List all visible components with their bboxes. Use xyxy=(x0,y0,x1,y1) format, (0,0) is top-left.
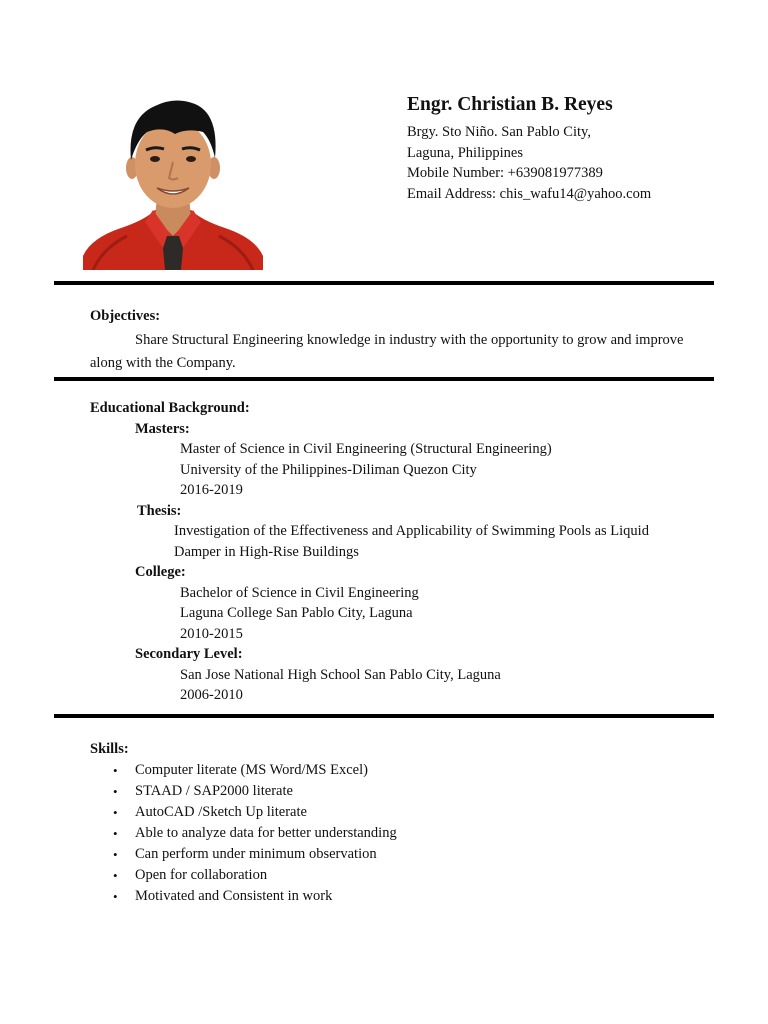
thesis-title-line-2: Damper in High-Rise Buildings xyxy=(174,543,359,560)
skill-item xyxy=(90,760,690,781)
objectives-text: Share Structural Engineering knowledge in industry with the opportunity to grow and improve along with the Company. xyxy=(90,331,684,371)
skills-section xyxy=(90,739,690,907)
skill-text: STAAD / SAP2000 literate xyxy=(135,782,293,799)
bullet-icon: • xyxy=(113,888,118,904)
secondary-school: San Jose National High School San Pablo City, Laguna xyxy=(180,666,501,683)
masters-school: University of the Philippines-Diliman Quezon City xyxy=(180,461,477,478)
profile-photo xyxy=(83,88,263,270)
secondary-label: Secondary Level: xyxy=(135,646,243,662)
bullet-icon: • xyxy=(113,867,118,883)
email-address: Email Address: chis_wafu14@yahoo.com xyxy=(407,185,652,202)
skill-item xyxy=(90,781,690,802)
secondary-years: 2006-2010 xyxy=(180,687,243,703)
skill-text: Able to analyze data for better understanding xyxy=(135,824,397,841)
bullet-icon: • xyxy=(113,762,118,778)
mobile-number: Mobile Number: +639081977389 xyxy=(407,165,603,181)
skill-text: Computer literate (MS Word/MS Excel) xyxy=(135,761,368,778)
skills-list xyxy=(90,760,690,907)
skill-item xyxy=(90,823,690,844)
skill-text: Can perform under minimum observation xyxy=(135,845,377,862)
masters-degree: Master of Science in Civil Engineering (Structural Engineering) xyxy=(180,441,552,457)
bullet-icon: • xyxy=(113,783,118,799)
divider-rule-3 xyxy=(54,714,714,718)
college-label: College: xyxy=(135,564,186,580)
college-school: Laguna College San Pablo City, Laguna xyxy=(180,605,413,621)
masters-label: Masters: xyxy=(135,420,190,437)
profile-photo-illustration xyxy=(83,88,263,270)
divider-rule-1 xyxy=(54,281,714,285)
objectives-section xyxy=(90,306,690,375)
thesis-title-line-1: Investigation of the Effectiveness and Applicability of Swimming Pools as Liquid xyxy=(174,523,649,539)
candidate-name: Engr. Christian B. Reyes xyxy=(407,94,613,115)
address-line-1: Brgy. Sto Niño. San Pablo City, xyxy=(407,124,591,140)
skills-title: Skills: xyxy=(90,741,129,757)
bullet-icon: • xyxy=(113,804,118,820)
divider-rule-2 xyxy=(54,377,714,381)
college-degree: Bachelor of Science in Civil Engineering xyxy=(180,584,419,601)
skill-text: Open for collaboration xyxy=(135,866,268,883)
address-line-2: Laguna, Philippines xyxy=(407,144,523,161)
college-years: 2010-2015 xyxy=(180,625,243,642)
skill-item xyxy=(90,802,690,823)
contact-header xyxy=(407,92,737,204)
bullet-icon: • xyxy=(113,825,118,841)
education-title: Educational Background: xyxy=(90,400,250,416)
skill-item xyxy=(90,865,690,886)
skill-text: Motivated and Consistent in work xyxy=(135,887,333,904)
masters-years: 2016-2019 xyxy=(180,482,243,498)
skill-text: AutoCAD /Sketch Up literate xyxy=(135,803,307,820)
bullet-icon: • xyxy=(113,846,118,862)
thesis-label: Thesis: xyxy=(137,502,182,519)
objectives-title: Objectives: xyxy=(90,308,161,324)
education-section xyxy=(90,398,690,706)
skill-item xyxy=(90,844,690,865)
skill-item xyxy=(90,886,690,907)
